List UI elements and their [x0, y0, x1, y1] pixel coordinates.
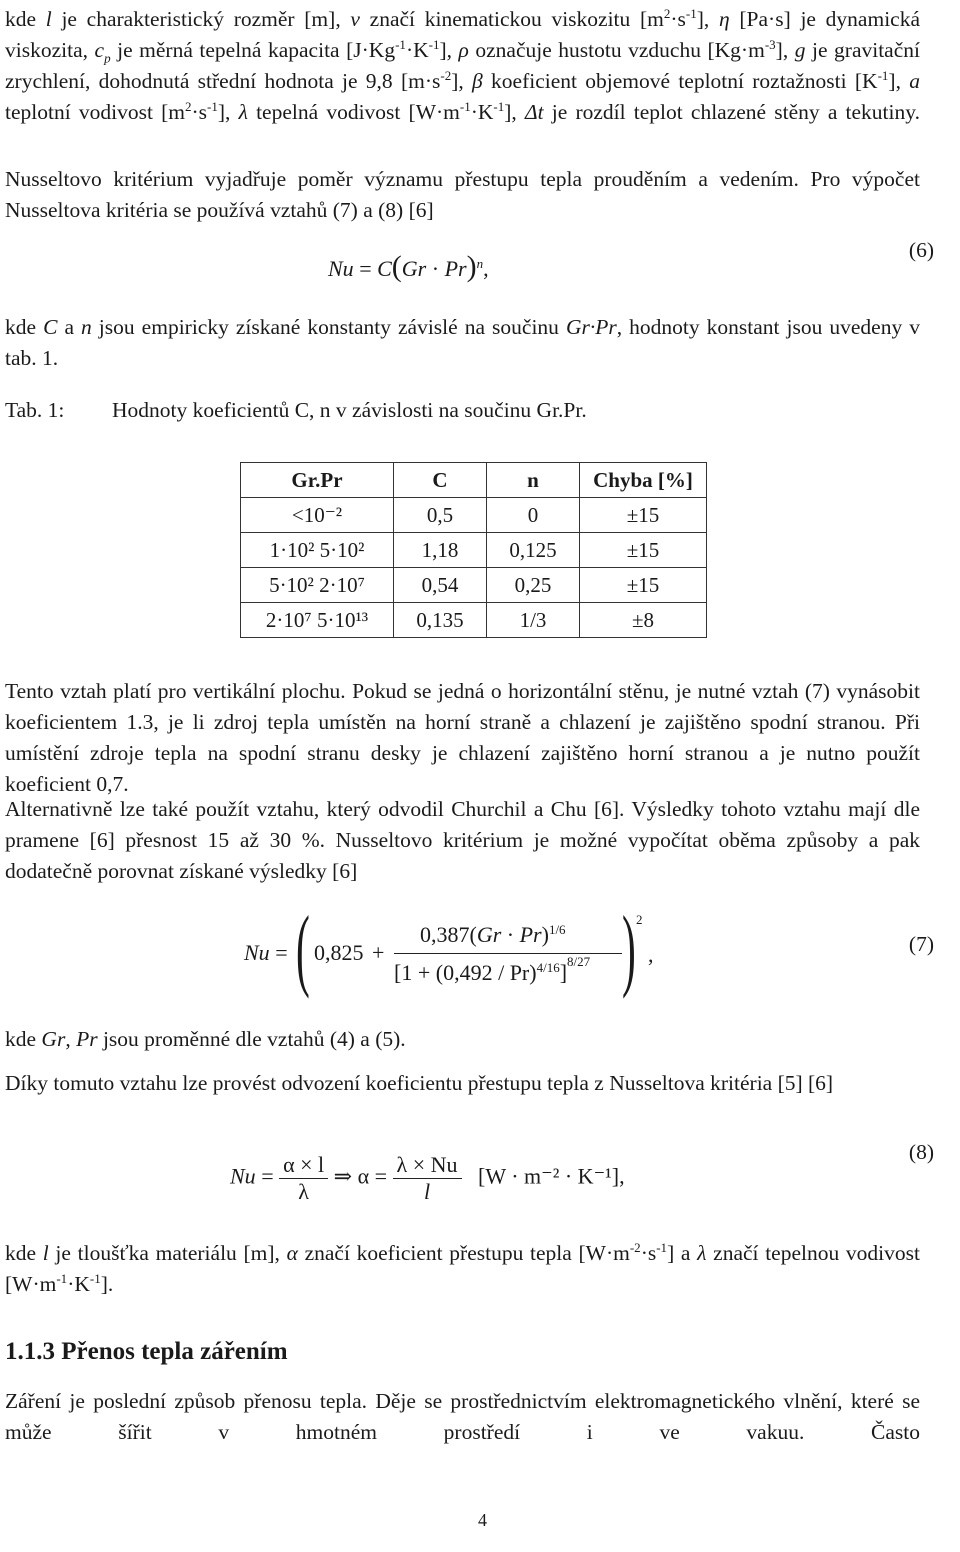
document-page: kde l je charakteristický rozměr [m], v značí kinematickou viskozitu $[m^2\cdot s^{-1}]$, η [Pa·s] je dynamická viskozita, $c_p$ je měrná tepelná kapacita $[J\cdot Kg^{-1}\cdot K^{-1}]$, ρ označuje hustotu vzduchu $[Kg\cdot m^{-3}]$, g je gravitační zrychlení, dohodnutá střední hodnota je 9,8 $[m\cdot s^{-2}]$, β koeficient objemové teplotní roztažnosti $[K^{-1}]$, a teplotní vodivost $[m^2\cdot s^{-1}]$, λ tepelná vodivost $[W\cdot m^{-1}\cdot K^{-1}]$, Δt je rozdíl teplot chlazené stěny a tekutiny. Nusseltovo kritérium vyjadřuje poměr významu přestupu tepla prouděním a vedením. Pro výpočet Nusseltova kritéria se používá vztahů (7) a (8) [6] $Nu = C(Gr \cdot Pr)^n$, (6) kde C a n jsou empiricky získané konstanty závislé na součinu Gr·Pr, hodnoty konstant jsou uvedeny v tab. 1. Tab. 1: Hodnoty koeficientů C, n v závislosti na součinu Gr.Pr. Gr.Pr C n Chyba [%] <10⁻² 0,5 0 ±15 1·10² 5·10² 1,18 0,125 ±15 5·10² 2·10⁷ 0,54 0,25 ±15 2·10⁷ 5·10¹³ 0,135 1/3 ±8 Tento vztah platí pro vertikální plochu. Pokud se jedná o horizontální stěnu, je nutné vztah (7) vynásobit koeficientem 1.3, je li zdroj tepla umístěn na horní straně a chlazení je zajištěno spodní stranou. Při umístění zdroje tepla na spodní stranu desky je chlazení zajištěno horní stranou a je nutno použít koeficient 0,7. Alternativně lze také použít vztahu, který odvodil Churchil a Chu [6]. Výsledky tohoto vztahu mají dle pramene [6] přesnost 15 až 30 %. Nusseltovo kritérium je možné vypočítat oběma způsoby a pak dodatečně porovnat získané výsledky [6] Nu = ( 0,825 + $0,387(Gr \cdot Pr)^{1/6}$ $[1 + (0,492 / Pr)^{4/16}]^{8/27}$ ) 2 , (7) kde Gr, Pr jsou proměnné dle vztahů (4) a (5). Díky tomuto vztahu lze provést odvození koeficientu přestupu tepla z Nusseltova kritéria [5] [6] Nu = $\frac{\alpha \times l}{\lambda}$ ⇒ α = $\frac{\lambda \times Nu}{l}$ [W · m⁻² · K⁻¹], (8) kde l je tloušťka materiálu [m], α značí koeficient přestupu tepla $[W\cdot m^{-2}\cdot s^{-1}]$ a λ značí tepelnou vodivost $[W\cdot m^{-1}\cdot K^{-1}]$. 1.1.3 Přenos tepla zářením Záření je poslední způsob přenosu tepla. Děje se prostřednictvím elektromagnetického vlnění, které se může šířit v hmotném prostředí i ve vakuu. Často 4: [5, 6, 934, 1530]
table-cell: 0,125: [487, 533, 580, 568]
table-cell: ±15: [580, 498, 707, 533]
table-cell: 0,5: [394, 498, 487, 533]
page-number: 4: [478, 1510, 487, 1530]
equation-number-7: (7): [908, 932, 934, 956]
table-header: n: [487, 463, 580, 498]
paragraph-derivation: Díky tomuto vztahu lze provést odvození koeficientu přestupu tepla z Nusseltova kritéria [5] [6]: [5, 1071, 834, 1095]
table-header: C: [394, 463, 487, 498]
equation-number-8: (8): [908, 1140, 934, 1164]
table-cell: 5·10² 2·10⁷: [241, 568, 394, 603]
table-cell: 0: [487, 498, 580, 533]
table-cell: 1·10² 5·10²: [241, 533, 394, 568]
table-cell: 0,25: [487, 568, 580, 603]
paragraph-symbols: kde l je charakteristický rozměr [m], v značí kinematickou viskozitu $[m^2\cdot s^{-1}]$, η [Pa·s] je dynamická viskozita, $c_p$ je měrná tepelná kapacita $[J\cdot Kg^{-1}\cdot K^{-1}]$, ρ označuje hustotu vzduchu $[Kg\cdot m^{-3}]$, g je gravitační zrychlení, dohodnutá střední hodnota je 9,8 $[m\cdot s^{-2}]$, β koeficient objemové teplotní roztažnosti $[K^{-1}]$, a teplotní vodivost $[m^2\cdot s^{-1}]$, λ tepelná vodivost $[W\cdot m^{-1}\cdot K^{-1}]$, Δt je rozdíl teplot chlazené stěny a tekutiny.: [5, 6, 921, 124]
table-row: [241, 568, 707, 603]
table-row: [241, 533, 707, 568]
table-row: [241, 603, 707, 638]
paragraph-vertical-surface: Tento vztah platí pro vertikální plochu. Pokud se jedná o horizontální stěnu, je nutné vztah (7) vynásobit koeficientem 1.3, je li zdroj tepla umístěn na horní straně a chlazení je zajištěno spodní stranou. Při umístění zdroje tepla na spodní stranu desky je chlazení zajištěno horní stranou a je nutno použít koeficient 0,7.: [5, 679, 920, 796]
table-row: [241, 498, 707, 533]
paragraph-thickness: kde l je tloušťka materiálu [m], α značí koeficient přestupu tepla $[W\cdot m^{-2}\cdot s^{-1}]$ a λ značí tepelnou vodivost $[W\cdot m^{-1}\cdot K^{-1}]$.: [5, 1240, 920, 1296]
paragraph-nusselt-intro: Nusseltovo kritérium vyjadřuje poměr významu přestupu tepla prouděním a vedením. Pro výpočet Nusseltova kritéria se používá vztahů (7) a (8) [6]: [5, 167, 920, 222]
table-cell: ±8: [580, 603, 707, 638]
table-cell: 0,135: [394, 603, 487, 638]
table-caption-text: Hodnoty koeficientů C, n v závislosti na součinu Gr.Pr.: [112, 398, 587, 422]
table-cell: ±15: [580, 568, 707, 603]
table-cell: 1/3: [487, 603, 580, 638]
table-cell: <10⁻²: [241, 498, 394, 533]
equation-6: $Nu = C(Gr \cdot Pr)^n$,: [328, 250, 489, 283]
paragraph-radiation: Záření je poslední způsob přenosu tepla. Děje se prostřednictvím elektromagnetického vlnění, které se může šířit v hmotném prostředí i ve vakuu. Často: [5, 1389, 920, 1444]
table-caption-label: Tab. 1:: [5, 398, 65, 422]
table-header-row: [241, 463, 707, 498]
table-cell: 1,18: [394, 533, 487, 568]
table-cell: ±15: [580, 533, 707, 568]
table-cell: 2·10⁷ 5·10¹³: [241, 603, 394, 638]
table-header: Gr.Pr: [241, 463, 394, 498]
equation-number-6: (6): [908, 238, 934, 262]
section-heading: 1.1.3 Přenos tepla zářením: [5, 1338, 288, 1365]
equation-8: Nu = $\frac{\alpha \times l}{\lambda}$ ⇒ α = $\frac{\lambda \times Nu}{l}$ [W · m⁻² · K⁻¹],: [230, 1152, 625, 1204]
paragraph-churchil-chu: Alternativně lze také použít vztahu, který odvodil Churchil a Chu [6]. Výsledky tohoto vztahu mají dle pramene [6] přesnost 15 až 30 %. Nusseltovo kritérium je možné vypočítat oběma způsoby a pak dodatečně porovnat získané výsledky [6]: [5, 797, 920, 883]
paragraph-gr-pr: kde Gr, Pr jsou proměnné dle vztahů (4) a (5).: [5, 1027, 406, 1051]
paragraph-constants: kde C a n jsou empiricky získané konstanty závislé na součinu Gr·Pr, hodnoty konstant jsou uvedeny v tab. 1.: [5, 315, 921, 370]
table-header: Chyba [%]: [580, 463, 707, 498]
coefficient-table: [240, 462, 707, 638]
table-cell: 0,54: [394, 568, 487, 603]
